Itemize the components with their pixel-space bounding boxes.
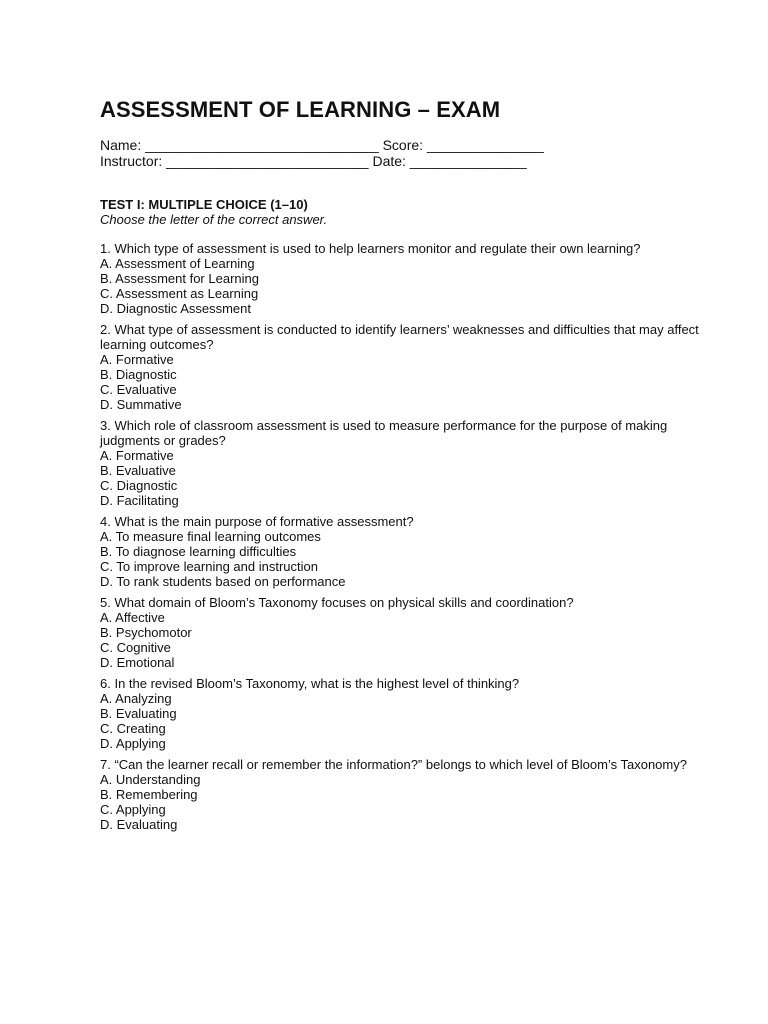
question-item [100,322,700,412]
answer-option: D. Facilitating [100,493,179,508]
answer-option: A. Assessment of Learning [100,256,255,271]
exam-page [100,96,700,838]
answer-option: C. Creating [100,721,166,736]
answer-option: C. Evaluative [100,382,177,397]
answer-option: C. Diagnostic [100,478,178,493]
section-instructions: Choose the letter of the correct answer. [100,212,328,227]
answer-option: A. Formative [100,448,174,463]
answer-option: D. Diagnostic Assessment [100,301,252,316]
question-text: 7. “Can the learner recall or remember the information?” belongs to which level of Bloom’s Taxonomy? [100,757,687,772]
question-text: 3. Which role of classroom assessment is used to measure performance for the purpose of making judgments or grades? [100,418,668,448]
answer-option: D. Evaluating [100,817,178,832]
instructor-date-line: Instructor: __________________________ Date: _______________ [100,153,527,169]
answer-option: A. Formative [100,352,174,367]
question-text: 4. What is the main purpose of formative assessment? [100,514,414,529]
answer-option: B. Psychomotor [100,625,192,640]
question-item [100,757,700,832]
answer-option: C. Applying [100,802,166,817]
question-item [100,418,700,508]
answer-option: B. Remembering [100,787,198,802]
exam-title: ASSESSMENT OF LEARNING – EXAM [100,97,501,122]
question-list [100,241,700,832]
section-title: TEST I: MULTIPLE CHOICE (1–10) [100,197,308,212]
answer-option: A. To measure final learning outcomes [100,529,321,544]
answer-option: D. Applying [100,736,166,751]
question-text: 1. Which type of assessment is used to help learners monitor and regulate their own learning? [100,241,641,256]
answer-option: C. To improve learning and instruction [100,559,318,574]
answer-option: B. Evaluative [100,463,176,478]
student-info-block [100,137,700,169]
question-item [100,514,700,589]
answer-option: B. Diagnostic [100,367,177,382]
answer-option: A. Understanding [100,772,201,787]
question-item [100,595,700,670]
question-item [100,241,700,316]
answer-option: A. Analyzing [100,691,172,706]
answer-option: B. To diagnose learning difficulties [100,544,297,559]
answer-option: D. Emotional [100,655,175,670]
test-section [100,197,700,832]
question-text: 6. In the revised Bloom’s Taxonomy, what is the highest level of thinking? [100,676,520,691]
answer-option: D. To rank students based on performance [100,574,346,589]
answer-option: C. Assessment as Learning [100,286,259,301]
answer-option: D. Summative [100,397,182,412]
answer-option: B. Evaluating [100,706,177,721]
answer-option: B. Assessment for Learning [100,271,259,286]
question-item [100,676,700,751]
question-text: 5. What domain of Bloom’s Taxonomy focuses on physical skills and coordination? [100,595,574,610]
name-score-line: Name: ______________________________ Score: _______________ [100,137,544,153]
answer-option: C. Cognitive [100,640,171,655]
answer-option: A. Affective [100,610,165,625]
question-text: 2. What type of assessment is conducted to identify learners’ weaknesses and difficulties that may affect learning outcomes? [100,322,699,352]
